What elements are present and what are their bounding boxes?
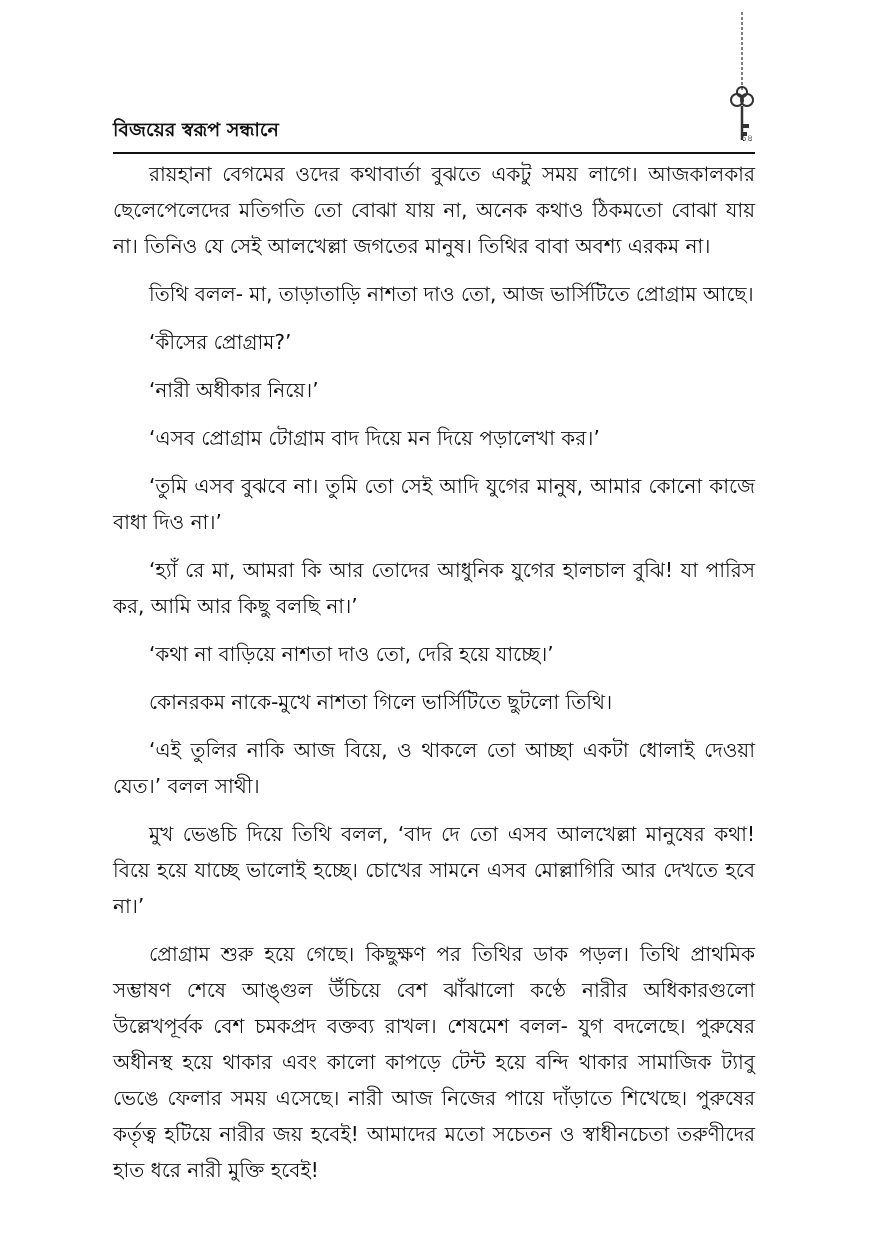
paragraph: কোনরকম নাকে-মুখে নাশতা গিলে ভার্সিটিতে ছুটলো তিথি। <box>149 690 613 714</box>
paragraph: মুখ ভেঙচি দিয়ে তিথি বলল, ‘বাদ দে তো এসব আলখেল্লা মানুষের কথা! বিয়ে হয়ে যাচ্ছে ভালোই হচ্ছে। চোখের সামনে এসব মোল্লাগিরি আর দেখতে হবে না।’ <box>113 822 755 918</box>
paragraph: ‘কথা না বাড়িয়ে নাশতা দাও তো, দেরি হয়ে যাচ্ছে।’ <box>149 642 554 666</box>
paragraph: তিথি বলল- মা, তাড়াতাড়ি নাশতা দাও তো, আজ ভার্সিটিতে প্রোগ্রাম আছে। <box>149 282 754 306</box>
page-number: ১৪ <box>741 134 753 144</box>
paragraph: ‘হ্যাঁ রে মা, আমরা কি আর তোদের আধুনিক যুগের হালচাল বুঝি! যা পারিস কর, আমি আর কিছু বলছি না।’ <box>113 558 755 618</box>
paragraph: রায়হানা বেগমের ওদের কথাবার্তা বুঝতে একটু সময় লাগে। আজকালকার ছেলেপেলেদের মতিগতি তো বোঝা যায় না, অনেক কথাও ঠিকমতো বোঝা যায় না। তিনিও যে সেই আলখেল্লা জগতের মানুষ। তিথির বাবা অবশ্য এরকম না। <box>113 162 755 258</box>
paragraph: প্রোগ্রাম শুরু হয়ে গেছে। কিছুক্ষণ পর তিথির ডাক পড়ল। তিথি প্রাথমিক সম্ভাষণ শেষে আঙ্গুল উঁচিয়ে বেশ ঝাঁঝালো কণ্ঠে নারীর অধিকারগুলো উল্লেখপূর্বক বেশ চমকপ্রদ বক্তব্য রাখল। শেষমেশ বলল- যুগ বদলেছে। পুরুষের অধীনস্থ হয়ে থাকার এবং কালো কাপড়ে টেন্ট হয়ে বন্দি থাকার সামাজিক ট্যাবু ভেঙে ফেলার সময় এসেছে। নারী আজ নিজের পায়ে দাঁড়াতে শিখেছে। পুরুষের কর্তৃত্ব হটিয়ে নারীর জয় হবেই! আমাদের মতো সচেতন ও স্বাধীনচেতা তরুণীদের হাত ধরে নারী মুক্তি হবেই! <box>113 942 755 1182</box>
body-text <box>113 156 755 1200</box>
paragraph: ‘নারী অধীকার নিয়ে।’ <box>149 378 319 402</box>
page-header <box>113 118 755 154</box>
paragraph: ‘এসব প্রোগ্রাম টোগ্রাম বাদ দিয়ে মন দিয়ে পড়ালেখা কর।’ <box>149 426 600 450</box>
paragraph: ‘তুমি এসব বুঝবে না। তুমি তো সেই আদি যুগের মানুষ, আমার কোনো কাজে বাধা দিও না।’ <box>113 474 755 534</box>
paragraph: ‘এই তুলির নাকি আজ বিয়ে, ও থাকলে তো আচ্ছা একটা ধোলাই দেওয়া যেত।’ বলল সাথী। <box>113 738 755 798</box>
paragraph: ‘কীসের প্রোগ্রাম?’ <box>149 330 292 354</box>
running-head: বিজয়ের স্বরূপ সন্ধানে <box>113 119 279 141</box>
